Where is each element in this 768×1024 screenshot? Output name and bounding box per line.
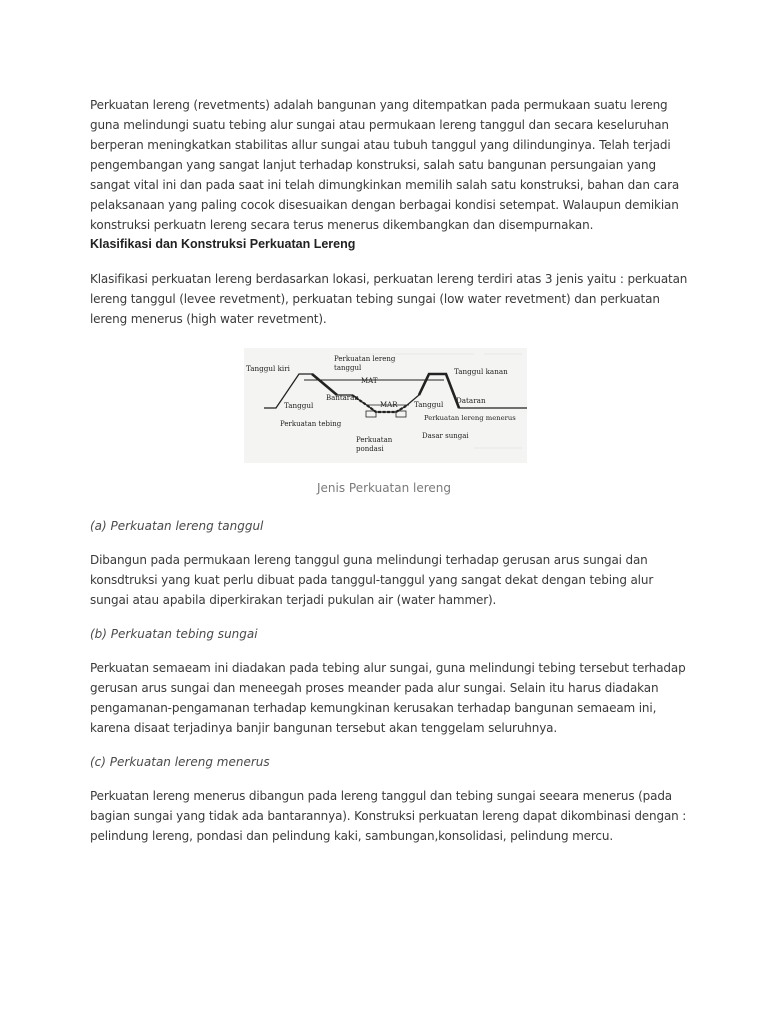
revetment-diagram	[244, 348, 527, 463]
sections-container	[90, 516, 690, 846]
label-dasar-sungai: Dasar sungai	[422, 432, 469, 440]
section-a-body: Dibangun pada permukaan lereng tanggul guna melindungi terhadap gerusan arus sungai dan konsdtruksi yang kuat perlu dibuat pada tanggul-tanggul yang sangat dekat dengan tebing alur sungai atau apabila diperkirakan terjadi pukulan air (water hammer).	[90, 553, 654, 607]
label-perkuatan-pondasi-2: pondasi	[356, 445, 384, 453]
label-perkuatan-lereng-tanggul-2: tanggul	[334, 364, 362, 372]
section-c-title: (c) Perkuatan lereng menerus	[90, 755, 270, 769]
label-mar: MAR	[380, 401, 398, 409]
section-heading: Klasifikasi dan Konstruksi Perkuatan Lereng	[90, 237, 356, 251]
revetment-diagram-svg	[244, 348, 527, 463]
figure-caption: Jenis Perkuatan lereng	[316, 481, 452, 495]
label-dataran: Dataran	[456, 396, 486, 405]
section-c-body: Perkuatan lereng menerus dibangun pada lereng tanggul dan tebing sungai seeara menerus (pada bagian sungai yang tidak ada bantarannya). Konstruksi perkuatan lereng dapat dikombinasi dengan : pelindung lereng, pondasi dan pelindung kaki, sambungan,konsolidasi, pelindung mercu.	[90, 789, 687, 843]
label-perkuatan-pondasi-1: Perkuatan	[356, 436, 393, 444]
label-tanggul-kanan: Tanggul kanan	[454, 367, 508, 376]
label-perkuatan-tebing: Perkuatan tebing	[280, 420, 342, 428]
section-b-body: Perkuatan semaeam ini diadakan pada tebing alur sungai, guna melindungi tebing tersebut terhadap gerusan arus sungai dan meneegah proses meander pada alur sungai. Selain itu harus diadakan pengamanan-pengamanan terhadap kemungkinan kerusakan terhadap bangunan semaeam ini, karena disaat terjadinya banjir bangunan tersebut akan tenggelam seluruhnya.	[90, 661, 686, 735]
label-perkuatan-lereng-tanggul-1: Perkuatan lereng	[334, 355, 396, 363]
document-body	[90, 95, 690, 329]
label-mat: MAT	[361, 377, 378, 385]
section-b-title: (b) Perkuatan tebing sungai	[90, 627, 258, 641]
label-perkuatan-lereng-menerus: Perkuatan lereng menerus	[424, 414, 516, 422]
label-tanggul-left: Tanggul	[284, 401, 314, 410]
label-bantaran: Bantaran	[326, 394, 359, 402]
classification-paragraph: Klasifikasi perkuatan lereng berdasarkan lokasi, perkuatan lereng terdiri atas 3 jenis yaitu : perkuatan lereng tanggul (levee revetment), perkuatan tebing sungai (low water revetment) dan perkuatan lereng menerus (high water revetment).	[90, 272, 688, 326]
label-tanggul-kiri: Tanggul kiri	[246, 364, 290, 373]
intro-paragraph: Perkuatan lereng (revetments) adalah bangunan yang ditempatkan pada permukaan suatu lereng guna melindungi suatu tebing alur sungai atau permukaan lereng tanggul dan secara keseluruhan berperan meningkatkan stabilitas allur sungai atau tubuh tanggul yang dilindunginya. Telah terjadi pengembangan yang sangat lanjut terhadap konstruksi, salah satu bangunan persungaian yang sangat vital ini dan pada saat ini telah dimungkinkan memilih salah satu konstruksi, bahan dan cara pelaksanaan yang paling cocok disesuaikan dengan berbagai kondisi setempat. Walaupun demikian konstruksi perkuatn lereng secara terus menerus dikembangkan dan disempurnakan.	[90, 98, 680, 232]
section-a-title: (a) Perkuatan lereng tanggul	[90, 519, 264, 533]
label-tanggul-right: Tanggul	[414, 400, 444, 409]
